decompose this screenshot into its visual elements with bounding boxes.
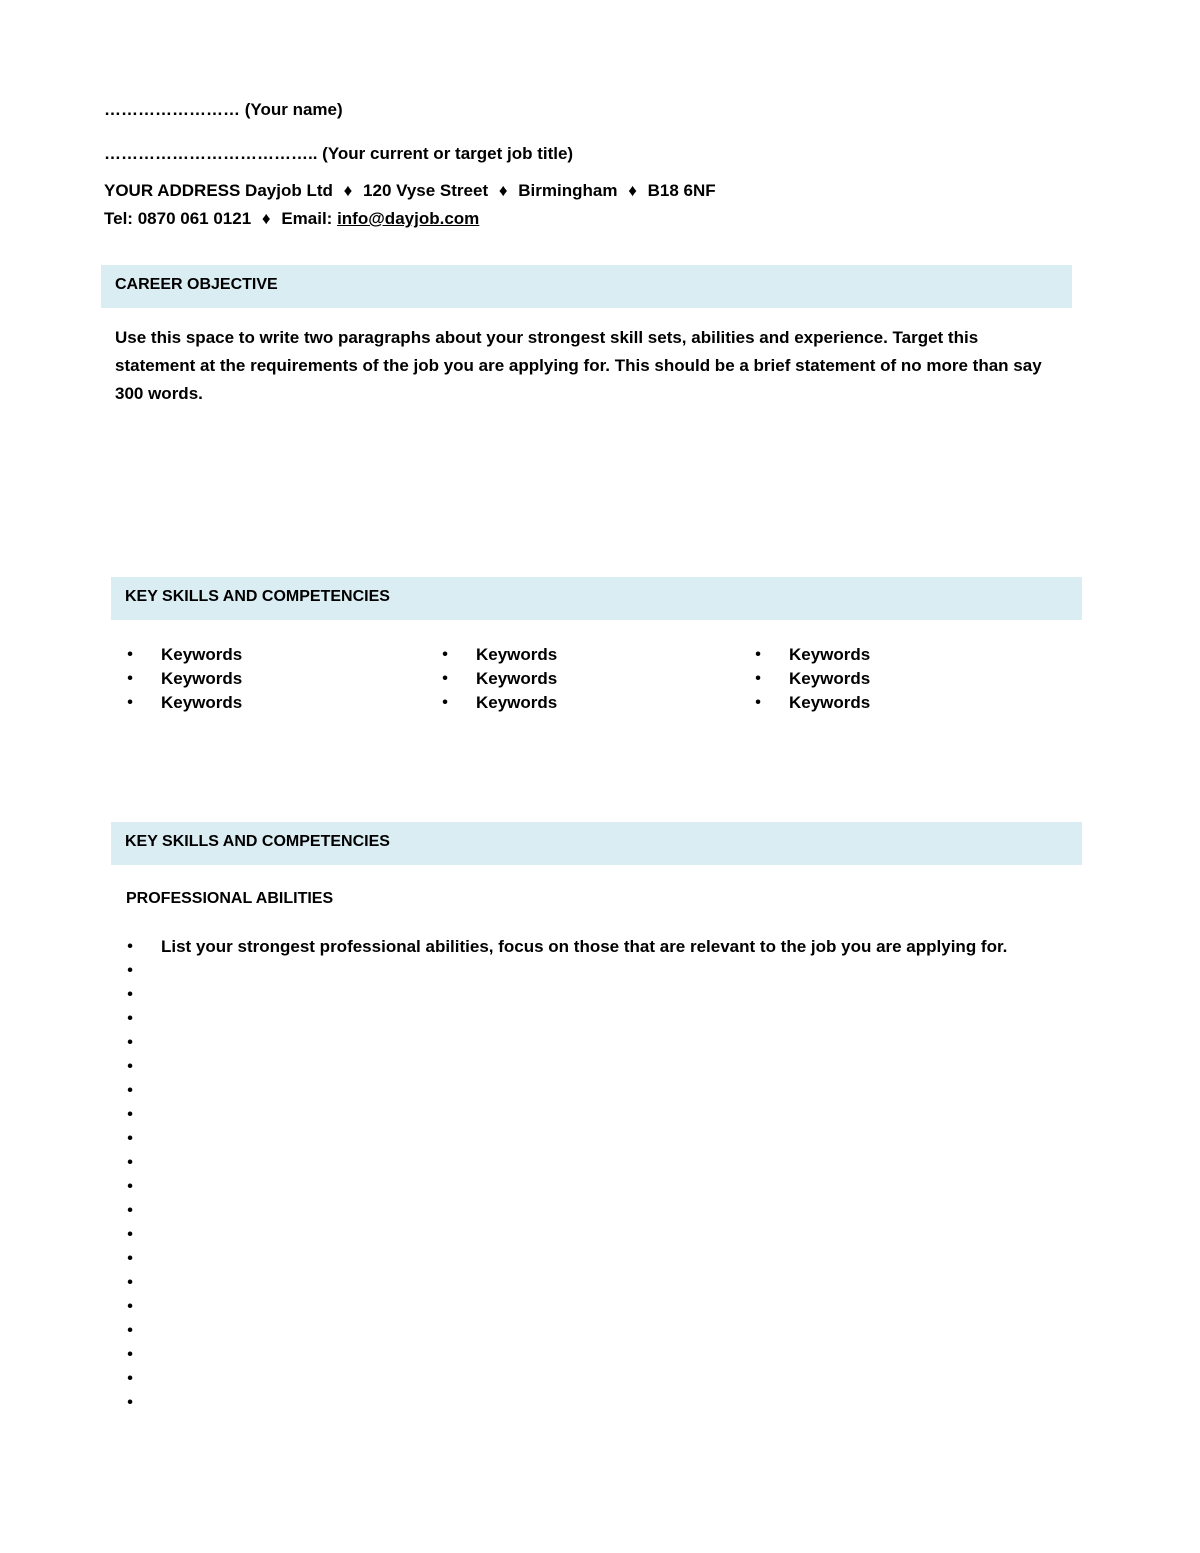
list-item	[125, 1175, 1075, 1199]
bullet-icon: •	[127, 1298, 133, 1315]
address-prefix: YOUR ADDRESS Dayjob Ltd	[104, 181, 333, 200]
keyword-text: Keywords	[476, 693, 558, 712]
bullet-icon: •	[755, 670, 761, 687]
bullet-icon: •	[127, 1106, 133, 1123]
ability-text: List your strongest professional abilities, focus on those that are relevant to the job you are applying for.	[161, 937, 1008, 956]
list-item	[125, 1151, 1075, 1175]
bullet-icon: •	[127, 1370, 133, 1387]
email-link[interactable]: info@dayjob.com	[337, 209, 480, 228]
list-item	[125, 1127, 1075, 1151]
list-item	[125, 1031, 1075, 1055]
list-item	[125, 935, 1075, 959]
bullet-icon: •	[127, 1202, 133, 1219]
bullet-icon: •	[127, 1034, 133, 1051]
list-item	[753, 691, 870, 715]
professional-abilities-heading: PROFESSIONAL ABILITIES	[126, 890, 334, 907]
keyword-text: Keywords	[161, 669, 243, 688]
contact-line	[104, 209, 479, 229]
keyword-text: Keywords	[476, 669, 558, 688]
list-item	[125, 691, 242, 715]
tel-label: Tel:	[104, 209, 133, 228]
bullet-icon: •	[127, 1178, 133, 1195]
list-item	[125, 1343, 1075, 1367]
bullet-icon: •	[127, 1058, 133, 1075]
list-item	[125, 1319, 1075, 1343]
keywords-column-1	[125, 643, 242, 715]
list-item	[125, 1079, 1075, 1103]
address-city: Birmingham	[518, 181, 618, 200]
bullet-icon: •	[127, 646, 133, 663]
diamond-separator-icon: ♦	[343, 181, 353, 200]
keyword-text: Keywords	[161, 645, 243, 664]
list-item	[125, 1199, 1075, 1223]
diamond-separator-icon: ♦	[628, 181, 637, 200]
professional-abilities-list	[125, 935, 1075, 1415]
list-item	[125, 1055, 1075, 1079]
bullet-icon: •	[127, 1226, 133, 1243]
address-postcode: B18 6NF	[647, 181, 716, 200]
key-skills-section-bar-2	[111, 822, 1082, 865]
list-item	[125, 667, 242, 691]
key-skills-section-bar	[111, 577, 1082, 620]
keyword-text: Keywords	[789, 669, 871, 688]
career-objective-heading: CAREER OBJECTIVE	[115, 276, 278, 293]
list-item	[440, 643, 557, 667]
bullet-icon: •	[127, 1010, 133, 1027]
keywords-column-3	[753, 643, 870, 715]
career-objective-section-bar	[101, 265, 1072, 308]
bullet-icon: •	[755, 646, 761, 663]
bullet-icon: •	[442, 694, 448, 711]
list-item	[440, 691, 557, 715]
list-item	[753, 667, 870, 691]
address-line	[104, 181, 716, 201]
list-item	[125, 959, 1075, 983]
list-item	[753, 643, 870, 667]
tel-value: 0870 061 0121	[137, 209, 252, 228]
address-street: 120 Vyse Street	[363, 181, 489, 200]
diamond-separator-icon: ♦	[261, 209, 271, 228]
list-item	[125, 1007, 1075, 1031]
list-item	[125, 1295, 1075, 1319]
list-item	[125, 643, 242, 667]
bullet-icon: •	[127, 1154, 133, 1171]
bullet-icon: •	[127, 986, 133, 1003]
list-item	[125, 1223, 1075, 1247]
diamond-separator-icon: ♦	[498, 181, 508, 200]
bullet-icon: •	[127, 1322, 133, 1339]
bullet-icon: •	[127, 1130, 133, 1147]
bullet-icon: •	[127, 962, 133, 979]
list-item	[440, 667, 557, 691]
bullet-icon: •	[755, 694, 761, 711]
bullet-icon: •	[127, 938, 133, 955]
list-item	[125, 983, 1075, 1007]
keyword-text: Keywords	[789, 693, 871, 712]
keyword-text: Keywords	[476, 645, 558, 664]
list-item	[125, 1247, 1075, 1271]
bullet-icon: •	[442, 670, 448, 687]
key-skills-heading-2: KEY SKILLS AND COMPETENCIES	[125, 833, 390, 850]
email-label: Email:	[281, 209, 333, 228]
list-item	[125, 1103, 1075, 1127]
bullet-icon: •	[127, 694, 133, 711]
career-objective-text: Use this space to write two paragraphs about your strongest skill sets, abilities and experience. Target this statement at the requirements of the job you are applying for. This should be a brief statement of no more than say 300 words.	[115, 328, 1042, 403]
bullet-icon: •	[127, 1394, 133, 1411]
list-item	[125, 1367, 1075, 1391]
job-title-placeholder-line: ……………………………….. (Your current or target job title)	[104, 144, 574, 163]
keyword-text: Keywords	[161, 693, 243, 712]
keywords-column-2	[440, 643, 557, 715]
bullet-icon: •	[127, 1082, 133, 1099]
bullet-icon: •	[127, 1274, 133, 1291]
list-item	[125, 1271, 1075, 1295]
bullet-icon: •	[127, 1250, 133, 1267]
bullet-icon: •	[127, 1346, 133, 1363]
bullet-icon: •	[442, 646, 448, 663]
keyword-text: Keywords	[789, 645, 871, 664]
bullet-icon: •	[127, 670, 133, 687]
key-skills-heading: KEY SKILLS AND COMPETENCIES	[125, 588, 390, 605]
name-placeholder-line: …………………… (Your name)	[104, 100, 343, 119]
list-item	[125, 1391, 1075, 1415]
